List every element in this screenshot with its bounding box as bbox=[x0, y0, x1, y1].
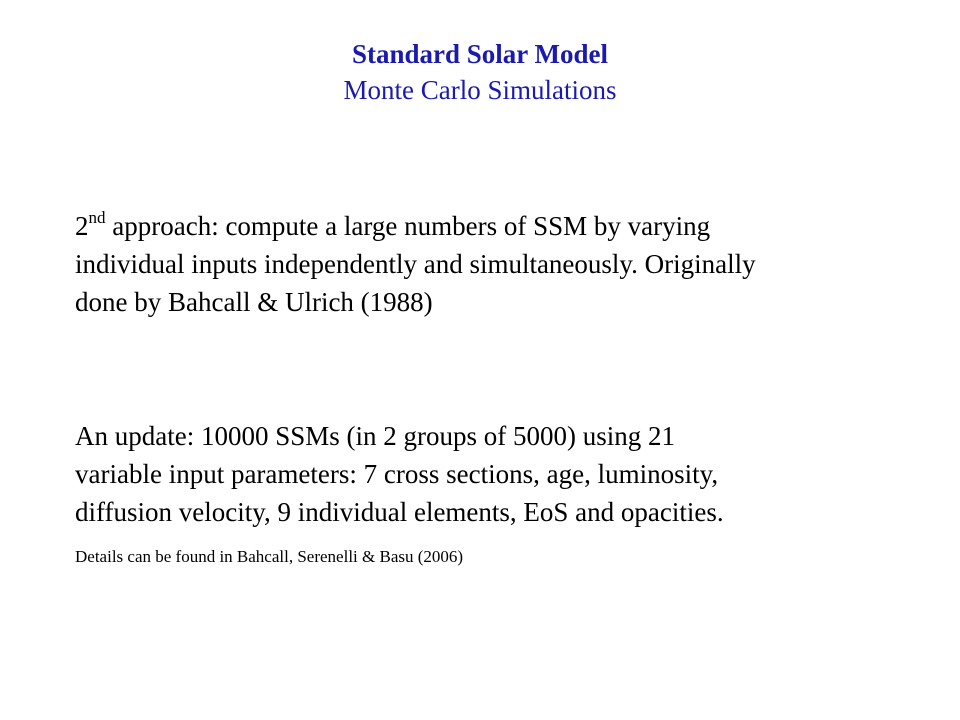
approach-paragraph bbox=[75, 207, 905, 321]
details-reference: Details can be found in Bahcall, Serenelli & Basu (2006) bbox=[75, 547, 464, 566]
ordinal-suffix: nd bbox=[88, 208, 106, 227]
update-line-2: variable input parameters: 7 cross sections, age, luminosity, bbox=[75, 459, 719, 489]
approach-line-1 bbox=[75, 207, 905, 245]
update-line-3: diffusion velocity, 9 individual elements, EoS and opacities. bbox=[75, 497, 724, 527]
approach-line-3: done by Bahcall & Ulrich (1988) bbox=[75, 287, 433, 317]
approach-line-2: individual inputs independently and simultaneously. Originally bbox=[75, 249, 756, 279]
slide-title: Standard Solar Model bbox=[351, 39, 609, 69]
update-paragraph bbox=[75, 417, 905, 531]
update-line-1: An update: 10000 SSMs (in 2 groups of 5000) using 21 bbox=[75, 421, 675, 451]
approach-line-1-text: approach: compute a large numbers of SSM by varying bbox=[105, 211, 711, 241]
ordinal-number: 2 bbox=[75, 211, 89, 241]
slide-title-block bbox=[0, 36, 960, 108]
slide-subtitle: Monte Carlo Simulations bbox=[343, 75, 617, 105]
